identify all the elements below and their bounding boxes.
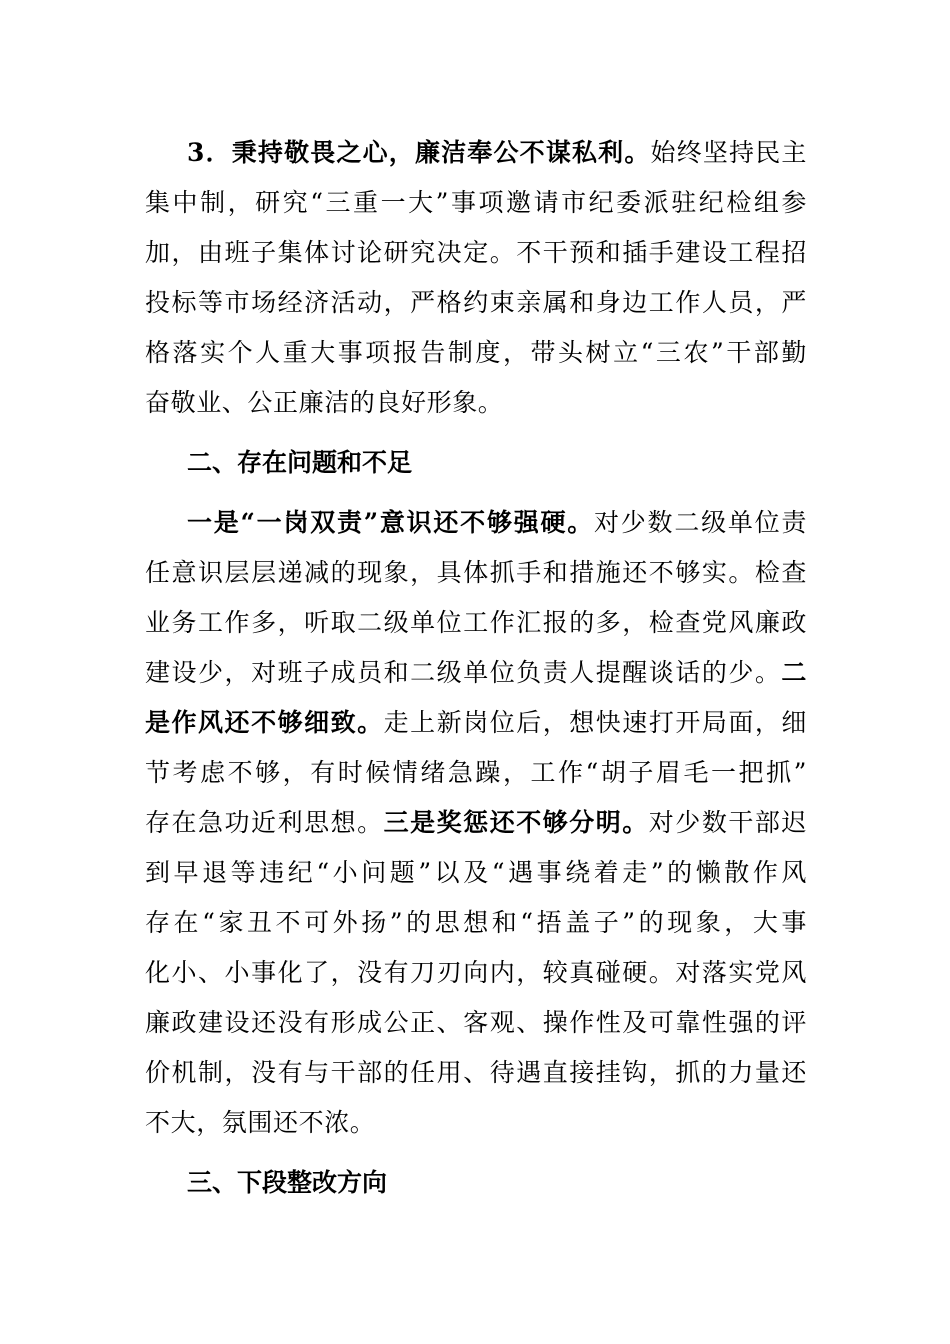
paragraph-line: 奋敬业、公正廉洁的良好形象。: [145, 388, 504, 417]
document-page: [145, 128, 807, 1208]
issues-paragraph: [145, 498, 807, 1148]
paragraph-line: [145, 648, 807, 698]
section-heading-2: 二、存在问题和不足: [187, 448, 413, 477]
paragraph-line: 价机制，没有与干部的任用、待遇直接挂钩，抓的力量还: [145, 1058, 807, 1087]
paragraph-line: 化小、小事化了，没有刀刃向内，较真碰硬。对落实党风: [145, 958, 807, 987]
section-heading-3: 三、下段整改方向: [187, 1168, 388, 1197]
paragraph-line: 投标等市场经济活动，严格约束亲属和身边工作人员，严: [145, 288, 807, 317]
issue-three-bold: 三是奖惩还不够分明。: [383, 808, 649, 837]
paragraph-text: 存在急功近利思想。: [145, 808, 384, 837]
paragraph-lead-bold: 3．秉持敬畏之心，廉洁奉公不谋私利。: [187, 138, 651, 167]
paragraph-line: [145, 798, 807, 848]
paragraph-line: 节考虑不够，有时候情绪急躁，工作“胡子眉毛一把抓”: [145, 758, 807, 787]
paragraph-line: 不大，氛围还不浓。: [145, 1108, 376, 1137]
paragraph-line: 加，由班子集体讨论研究决定。不干预和插手建设工程招: [145, 238, 807, 267]
paragraph-line: [145, 128, 807, 178]
paragraph-line: 集中制，研究“三重一大”事项邀请市纪委派驻纪检组参: [145, 188, 807, 217]
paragraph-line: 存在“家丑不可外扬”的思想和“捂盖子”的现象，大事: [145, 908, 807, 937]
paragraph-line: [145, 498, 807, 548]
issue-two-bold: 是作风还不够细致。: [145, 708, 384, 737]
paragraph-text: 走上新岗位后，想快速打开局面，细: [383, 708, 807, 737]
paragraph-line: 格落实个人重大事项报告制度，带头树立“三农”干部勤: [145, 338, 807, 367]
issue-one-bold: 一是“一岗双责”意识还不够强硬。: [187, 508, 595, 537]
issue-two-bold-start: 二: [781, 658, 807, 687]
paragraph-line: 廉政建设还没有形成公正、客观、操作性及可靠性强的评: [145, 1008, 807, 1037]
paragraph-text: 建设少，对班子成员和二级单位负责人提醒谈话的少。: [145, 658, 782, 687]
paragraph-line: 业务工作多，听取二级单位工作汇报的多，检查党风廉政: [145, 608, 807, 637]
paragraph-text: 对少数干部迟: [648, 808, 807, 837]
paragraph-text: 始终坚持民主: [650, 138, 807, 167]
paragraph-line: 到早退等违纪“小问题”以及“遇事绕着走”的懒散作风: [145, 858, 807, 887]
paragraph-line: 任意识层层递减的现象，具体抓手和措施还不够实。检查: [145, 558, 807, 587]
section-3-paragraph: [145, 128, 807, 428]
paragraph-text: 对少数二级单位责: [594, 508, 807, 537]
paragraph-line: [145, 698, 807, 748]
